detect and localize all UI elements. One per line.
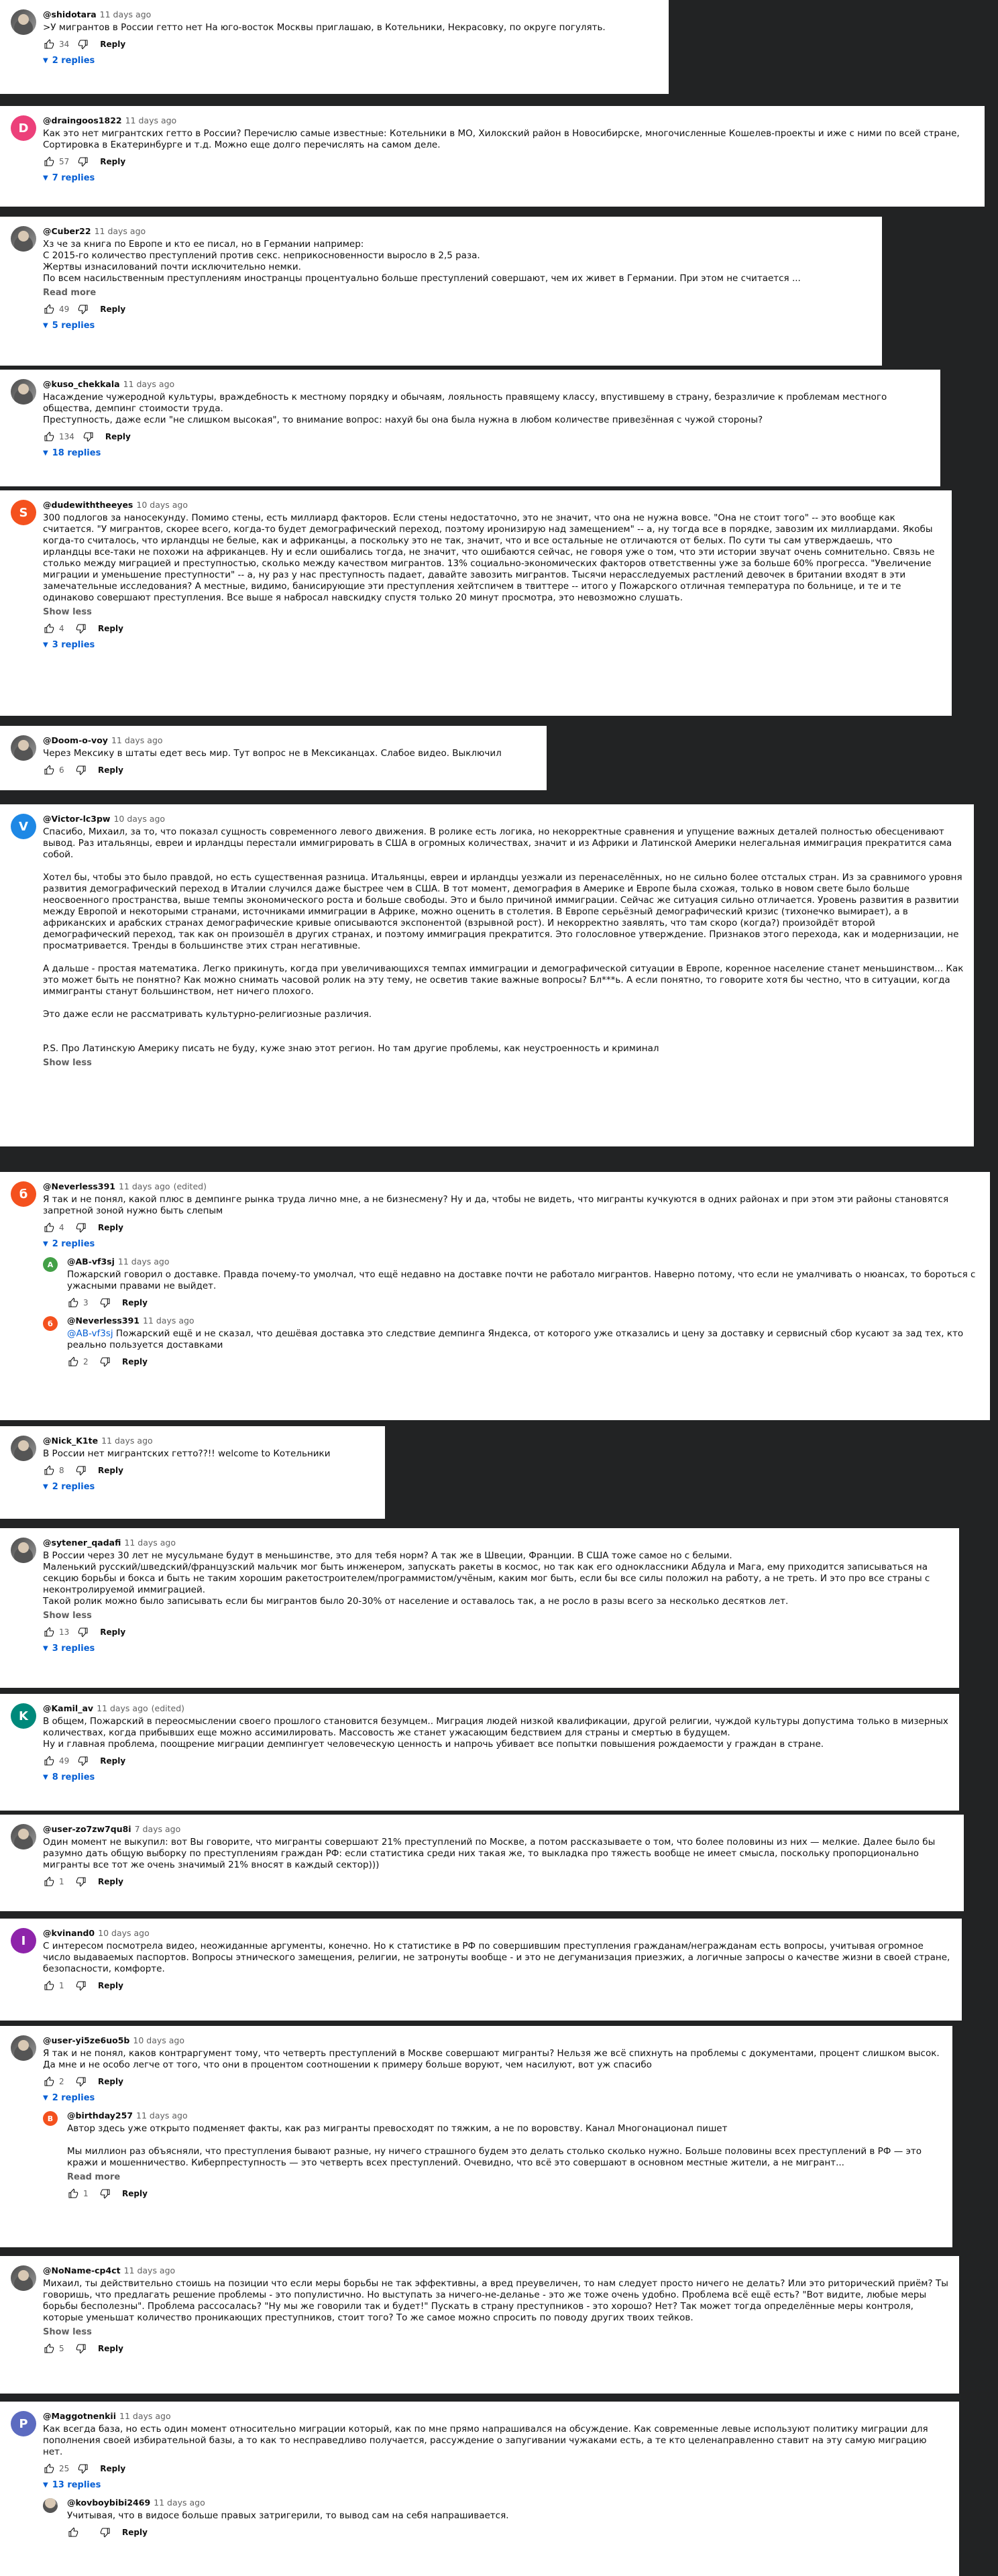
reply-header (67, 2497, 949, 2509)
comment-header (43, 1537, 949, 1549)
comment-card (0, 1528, 959, 1688)
chevron-down-icon: ▼ (43, 2094, 48, 2102)
avatar[interactable] (11, 2035, 36, 2061)
like-count: 49 (59, 1756, 70, 1766)
replies-toggle[interactable] (43, 2092, 942, 2104)
comment-text: >У мигрантов в России гетто нет На юго-восток Москвы приглашаю, в Котельники, Некрасовку, по округе погулять. (43, 22, 606, 33)
like-count: 2 (59, 2077, 64, 2086)
comment-author[interactable]: @kvinand0 (43, 1928, 95, 1938)
replies-count: 2 replies (52, 56, 95, 66)
chevron-down-icon: ▼ (43, 57, 48, 64)
replies-count: 13 replies (52, 2480, 101, 2490)
chevron-down-icon: ▼ (43, 1645, 48, 1652)
replies-toggle[interactable] (43, 320, 872, 332)
comment-actions (43, 1221, 980, 1234)
like-count: 6 (59, 765, 64, 775)
comment-author[interactable]: @Kamil_av (43, 1703, 94, 1713)
comment-text: Как всегда база, но есть один момент относительно миграции который, как по мне прямо напрашивался на обсуждение. Как современные левые используют политику миграции для пополнения своей избирательной базы, а то как то несправедливо получается, рассуждение о запугивании чужаками есть, а те кто целенаправленно ставит на эту самую миграцию нет. (43, 2424, 928, 2457)
comment-time[interactable]: 7 days ago (134, 1824, 181, 1834)
comment-author[interactable]: @user-zo7zw7qu8i (43, 1824, 131, 1834)
reply-button[interactable]: Reply (122, 2189, 148, 2198)
comment-actions (43, 1754, 949, 1768)
comment-card (0, 1919, 962, 2021)
comment-author[interactable]: @dudewiththeeyes (43, 500, 133, 510)
reply-time[interactable]: 11 days ago (136, 2110, 188, 2121)
comment-text: Как это нет мигрантских гетто в России? Перечислю самые известные: Котельники в МО, Хилокский район в Новосибирске, многочисленные Кошелев-проекты и иже с ними по всей стране, Сортировка в Екатеринбурге и т.д. Можно еще долго перечислять на самом деле. (43, 128, 960, 150)
expand-toggle[interactable]: Read more (43, 288, 97, 298)
comment-author[interactable]: @user-yi5ze6uo5b (43, 2035, 130, 2045)
comment-card (0, 0, 669, 94)
like-icon[interactable] (43, 1222, 55, 1234)
avatar[interactable]: P (11, 2411, 36, 2436)
reply-button[interactable]: Reply (122, 1357, 148, 1366)
comment-header (43, 2265, 949, 2277)
like-count: 49 (59, 305, 70, 314)
comment-actions (43, 2462, 949, 2475)
comment-author[interactable]: @Cuber22 (43, 226, 91, 236)
replies-count: 2 replies (52, 2093, 95, 2103)
reply-button[interactable]: Reply (98, 1877, 123, 1886)
replies-count: 8 replies (52, 1772, 95, 1782)
avatar[interactable] (11, 735, 36, 761)
dislike-icon[interactable] (75, 2343, 87, 2355)
dislike-icon[interactable] (77, 2463, 89, 2475)
reply-item (43, 1315, 980, 1368)
like-icon[interactable] (43, 1464, 55, 1477)
avatar[interactable]: B (43, 2111, 58, 2126)
comment-author[interactable]: @Doom-o-voy (43, 735, 108, 745)
reply-item (43, 2497, 949, 2539)
avatar[interactable]: S (11, 500, 36, 525)
dislike-icon[interactable] (77, 1626, 89, 1638)
like-icon[interactable] (43, 623, 55, 635)
reply-button[interactable]: Reply (122, 2528, 148, 2537)
comment-author[interactable]: @kuso_chekkala (43, 379, 120, 389)
comment-card (0, 217, 882, 366)
reply-button[interactable]: Reply (98, 765, 123, 775)
comment-author[interactable]: @NoName-cp4ct (43, 2265, 121, 2275)
comment-time[interactable]: 11 days ago (124, 1538, 176, 1548)
comment-time[interactable]: 10 days ago (98, 1928, 150, 1938)
comment-actions (67, 2187, 942, 2200)
mention-link[interactable]: @AB-vf3sj (67, 1328, 113, 1339)
dislike-icon[interactable] (77, 303, 89, 315)
reply-button[interactable]: Reply (98, 1466, 123, 1475)
avatar[interactable] (11, 1538, 36, 1563)
like-icon[interactable] (43, 156, 55, 168)
like-count: 1 (59, 1877, 64, 1886)
reply-button[interactable]: Reply (98, 1223, 123, 1232)
comment-text: Один момент не выкупил: вот Вы говорите, что мигранты совершают 21% преступлений по Москве, а потом рассказываете о том, что более половины из них — мелкие. Далее было бы разумно дать общую выборку по преступлениям граждан РФ: если статистика среди них такая же, то выкладка про тяжесть вообще не имеет смысла, поскольку пропорционально мигранты все тот же очень значимый 21% вносят в каждый сектор))) (43, 1837, 936, 1870)
avatar[interactable] (11, 379, 36, 405)
comment-header (43, 735, 537, 747)
reply-body: Учитывая, что в видосе больше правых затригерили, то вывод сам на себя напрашивается. (67, 2510, 509, 2521)
like-icon[interactable] (43, 2463, 55, 2475)
reply-time[interactable]: 11 days ago (154, 2498, 205, 2508)
comment-author[interactable]: @draingoos1822 (43, 115, 122, 125)
reply-time[interactable]: 11 days ago (117, 1256, 170, 1267)
avatar[interactable]: б (11, 1181, 36, 1207)
chevron-down-icon: ▼ (43, 1483, 48, 1491)
comment-time[interactable]: 11 days ago (94, 226, 146, 236)
like-count: 134 (59, 432, 74, 441)
replies-count: 5 replies (52, 321, 95, 331)
dislike-icon[interactable] (77, 156, 89, 168)
reply-author[interactable]: @kovboybibi2469 (67, 2498, 151, 2508)
like-count: 3 (83, 1298, 89, 1307)
comment-time[interactable]: 11 days ago (101, 1436, 153, 1446)
comment-time[interactable]: 11 days ago (119, 2411, 171, 2421)
comment-card (0, 804, 974, 1146)
comment-card (0, 2256, 959, 2394)
replies-toggle[interactable] (43, 1643, 949, 1655)
like-icon[interactable] (43, 1980, 55, 1992)
dislike-icon[interactable] (75, 1876, 87, 1888)
comment-actions (43, 2075, 942, 2088)
dislike-icon[interactable] (99, 1356, 111, 1368)
like-icon[interactable] (43, 1755, 55, 1767)
replies-toggle[interactable] (43, 2479, 949, 2491)
reply-button[interactable]: Reply (98, 2077, 123, 2086)
comment-time[interactable]: 10 days ago (113, 814, 166, 824)
comment-card (0, 490, 952, 716)
avatar[interactable]: A (43, 1257, 58, 1272)
replies-count: 18 replies (52, 448, 101, 458)
replies-toggle[interactable] (43, 55, 659, 67)
reply-button[interactable]: Reply (122, 1298, 148, 1307)
comment-card (0, 1815, 964, 1911)
comment-text: Хз че за книга по Европе и кто ее писал, но в Германии например: С 2015-го количество преступлений против секс. неприкосновенности выросло в 2,5 раза. Жертвы изнасилований почти исключительно немки. По всем насильственным преступлениям иностранцы процентуально больше преступлений совершают, чем их живет в Германии. При этом не считается ... (43, 239, 801, 284)
dislike-icon[interactable] (75, 1464, 87, 1477)
dislike-icon[interactable] (75, 764, 87, 776)
like-icon[interactable] (43, 2343, 55, 2355)
reply-header (67, 2110, 942, 2122)
comment-header (43, 1181, 980, 1193)
reply-header (67, 1315, 980, 1327)
replies-count: 7 replies (52, 173, 95, 183)
like-icon[interactable] (43, 764, 55, 776)
like-icon[interactable] (43, 38, 55, 50)
replies-toggle[interactable] (43, 1238, 980, 1250)
replies-toggle[interactable] (43, 1772, 949, 1784)
reply-body: Автор здесь уже открыто подменяет факты, как раз мигранты превосходят по тяжким, а не по воровству. Канал Многонационал пишет Мы миллион раз объясняли, что преступления бывают разные, ну ничего страшного будем это делать столько сколько нужно. Больше половины всех преступлений в РФ — это кражи и мошенничество. Киберпреступность — это четверть всех преступлений. Очевидно, что всё это совершают в основном местные жители, а не мигрант... (67, 2123, 922, 2168)
like-count: 13 (59, 1627, 70, 1637)
comment-author[interactable]: @shidotara (43, 9, 97, 19)
like-count: 4 (59, 624, 64, 633)
comment-actions (67, 1355, 980, 1368)
comment-actions (43, 155, 975, 168)
chevron-down-icon: ▼ (43, 1240, 48, 1248)
chevron-down-icon: ▼ (43, 2481, 48, 2489)
expand-toggle[interactable]: Show less (43, 2327, 92, 2337)
comment-header (43, 9, 659, 21)
expand-toggle[interactable]: Show less (43, 1611, 92, 1621)
avatar[interactable] (11, 226, 36, 252)
reply-button[interactable]: Reply (100, 1627, 126, 1637)
comment-card (0, 2026, 952, 2247)
comment-author[interactable]: @Victor-lc3pw (43, 814, 111, 824)
comment-text: Михаил, ты действительно стоишь на позиции что если меры борьбы не так эффективны, а вред преувеличен, то нам следует просто ничего не делать? Или это риторический приём? Ты говоришь, что предлагать решение проблемы - это популистично. Но выступать за ничего-не-деланье - это же тоже очень удобно. Проблема всё ещё есть? "Вот видите, любые меры борьбы бесполезны". Проблема рассосалась? "Ну мы же говорили так и будет!" Пускать в страну преступников - это хорошо? Нет? Так может тогда определённые меры контроля, которые уменьшат количество проникающих преступников, стоит того? То же самое можно спросить по поводу других твоих тейков. (43, 2278, 948, 2323)
reply-button[interactable]: Reply (98, 624, 123, 633)
replies-toggle[interactable] (43, 1481, 375, 1493)
reply-text (67, 1328, 980, 1351)
comment-text: С интересом посмотрела видео, неожиданные аргументы, конечно. Но к статистике в РФ по совершившим преступления гражданам/неграждaнам есть вопросы, учитывая огромное число выдаваемых паспортов. Вопросы этнического замещения, религии, не затронуты вообще - и это не дегуманизация приезжих, а логичные запросы о качестве жизни в своей стране, безопасности, комфорте. (43, 1941, 950, 1974)
like-icon[interactable] (43, 431, 55, 443)
like-icon[interactable] (43, 1626, 55, 1638)
dislike-icon[interactable] (77, 1755, 89, 1767)
comment-header (43, 2410, 949, 2422)
reply-button[interactable]: Reply (98, 1981, 123, 1990)
comment-header (43, 115, 975, 127)
like-icon[interactable] (67, 1356, 79, 1368)
reply-item (43, 2110, 942, 2200)
replies-toggle[interactable] (43, 447, 930, 460)
comment-header (43, 1927, 952, 1939)
like-count: 4 (59, 1223, 64, 1232)
replies-count: 3 replies (52, 640, 95, 650)
expand-toggle[interactable]: Read more (67, 2172, 121, 2182)
comment-card (0, 1172, 990, 1420)
comment-text: В России через 30 лет не мусульмане будут в меньшинстве, это для тебя норм? А так же в Швеции, Франции. В США тоже самое но с белыми. Маленький русский/шведский/французский мальчик мог быть инженером, запускать ракеты в космос, но так как его одноклассники Абдула и Мага, ему приходится записываться на секцию борьбы и бокса и быть не таким хорошим ракетостроителем/программистом/учёным, каким мог быть, если бы все силы положил на работу, а не треть. И это про все страны с неконтролируемой иммиграцией. Такой ролик можно было записывать если бы мигрантов было 20-30% от население и оставалось так, а не росло в разы всего за несколько десятков лет. (43, 1550, 930, 1607)
chevron-down-icon: ▼ (43, 322, 48, 329)
comment-text: Через Мексику в штаты едет весь мир. Тут вопрос не в Мексиканцах. Слабое видео. Выключил (43, 748, 502, 759)
comment-actions (67, 1296, 980, 1309)
comment-time[interactable]: 11 days ago (118, 1181, 170, 1191)
like-count: 1 (83, 2189, 89, 2198)
comment-actions (43, 430, 930, 443)
like-icon[interactable] (43, 2076, 55, 2088)
comment-time[interactable]: 11 days ago (97, 1703, 148, 1713)
avatar[interactable] (11, 9, 36, 35)
like-icon[interactable] (67, 1297, 79, 1309)
like-count: 2 (83, 1357, 89, 1366)
comment-time[interactable]: 10 days ago (133, 2035, 184, 2045)
like-icon[interactable] (43, 303, 55, 315)
reply-author[interactable]: @Neverless391 (67, 1316, 140, 1326)
expand-toggle[interactable]: Show less (43, 607, 92, 617)
comment-card (0, 1426, 385, 1519)
comment-author[interactable]: @Neverless391 (43, 1181, 115, 1191)
comment-time[interactable]: 11 days ago (123, 379, 175, 389)
comment-author[interactable]: @Maggotnenkii (43, 2411, 116, 2421)
reply-button[interactable]: Reply (100, 305, 126, 314)
comment-time[interactable]: 11 days ago (111, 735, 163, 745)
chevron-down-icon: ▼ (43, 641, 48, 649)
comment-actions (43, 1464, 375, 1477)
comment-actions (67, 2526, 949, 2539)
comment-actions (43, 763, 537, 777)
reply-button[interactable]: Reply (100, 157, 126, 166)
dislike-icon[interactable] (75, 2076, 87, 2088)
comment-header (43, 1703, 949, 1715)
reply-time[interactable]: 11 days ago (142, 1316, 195, 1326)
comment-text: В общем, Пожарский в переосмыслении своего прошлого становится безумцем.. Миграция людей низкой квалификации, другой религии, чуждой культуры допустима только в мизерных количествах, когда прибывших еще можно ассимилировать. Массовость же станет ужасающим бедствием для страны и смертью в будущем. Ну и главная проблема, поощрение миграции демпингует человеческую ценность и напрочь убивает все попытки повышения рождаемости у граждан в стране. (43, 1716, 948, 1750)
comment-actions (43, 303, 872, 316)
replies-toggle[interactable] (43, 639, 942, 651)
like-count: 25 (59, 2464, 70, 2473)
comment-author[interactable]: @Nick_K1te (43, 1436, 99, 1446)
comment-header (43, 499, 942, 511)
dislike-icon[interactable] (75, 1222, 87, 1234)
reply-body: Пожарский говорил о доставке. Правда почему-то умолчал, что ещё недавно на доставке почти не работало мигрантов. Наверно потому, что если не умалчивать о нюансах, то бороться с ужасными правами не выйдет. (67, 1269, 976, 1291)
reply-body: Пожарский ещё и не сказал, что дешёвая доставка это следствие демпинга Яндекса, от которого уже отказались и цену за доставку и сервисный сбор кусают за зад тех, кто реально пользуется доставками (67, 1328, 964, 1350)
replies-count: 2 replies (52, 1482, 95, 1492)
reply-author[interactable]: @AB-vf3sj (67, 1256, 115, 1267)
replies-count: 3 replies (52, 1644, 95, 1654)
reply-text (67, 1269, 980, 1292)
comment-actions (43, 1979, 952, 1992)
avatar[interactable]: I (11, 1928, 36, 1953)
comment-time[interactable]: 11 days ago (123, 2265, 176, 2275)
like-icon[interactable] (43, 1876, 55, 1888)
comment-header (43, 2035, 942, 2047)
comment-card (0, 726, 547, 790)
dislike-icon[interactable] (77, 38, 89, 50)
comment-text: 300 подлогов за наносекунду. Помимо стены, есть миллиард факторов. Если стены недостаточно, это не значит, что она не нужна вовсе. "Она не стоит того" -- это вообще как считается. "У мигрантов, скорее всего, когда-то будет демографический переход, поэтому иронизирую над замещением" -- а, ну тогда все в порядке, завозим их миллиардами. Якобы когда-то считалось, что ирландцы не белые, как и африканцы, а поскольку это не так, значит, что и все остальные не отличаются от белых. По сути ты сам утверждаешь, что ирландцы все-таки не похожи на африканцев. Ну и если ошибались тогда, не значит, что ошибаются сейчас, не говоря уже о том, что эти истории звучат очень сомнительно. Связь не столько между миграцией и преступностью, сколько между качеством мигрантов. 13% социально-экономических факторов ответственны уже за больше 60% прогресса. "Увеличение миграции и уменьшение преступности" -- а, ну раз у нас преступность падает, давайте завозить мигрантов. Тысячи нерасследуемых растлений девочек в британии входят в эти замечательные исследования? А местные, видимо, банисирующие эти преступления хейтспичем в твиттере -- итого у Пожарского отличная температура по больнице, и те и те одинаково совершают преступления. Все выше я набросал навскидку спустя только 20 минут просмотра, это невозможно слушать. (43, 513, 935, 603)
like-icon[interactable] (67, 2188, 79, 2200)
avatar[interactable] (43, 2498, 58, 2513)
avatar[interactable]: б (43, 1316, 58, 1331)
comment-text: В России нет мигрантских гетто??!! welcome to Котельники (43, 1448, 331, 1459)
comment-actions (43, 38, 659, 51)
reply-button[interactable]: Reply (98, 2344, 123, 2353)
dislike-icon[interactable] (82, 431, 95, 443)
reply-button[interactable]: Reply (100, 2464, 126, 2473)
avatar[interactable] (11, 2265, 36, 2291)
comment-text: Насаждение чужеродной культуры, враждебность к местному порядку и обычаям, лояльность правящему классу, впустившему в страну, безразличие к проблемам местного общества, демпинг стоимости труда. Преступность, даже если "не слишком высокая", то внимание вопрос: нахуй бы она была нужна в любом количестве привезённая с чужой стороны? (43, 392, 887, 425)
reply-item (43, 1256, 980, 1309)
comment-actions (43, 2342, 949, 2355)
comment-time[interactable]: 10 days ago (136, 500, 188, 510)
replies-toggle[interactable] (43, 172, 975, 184)
comment-text: Я так и не понял, какой плюс в демпинге рынка труда лично мне, а не бизнесмену? Ну и да, чтобы не видеть, что мигранты кучкуются в одних районах и при этом эти районы становятся запретной зоной нужно быть слепым (43, 1194, 949, 1216)
expand-toggle[interactable]: Show less (43, 1058, 92, 1068)
avatar[interactable] (11, 1824, 36, 1849)
reply-button[interactable]: Reply (105, 432, 131, 441)
avatar[interactable] (11, 1436, 36, 1461)
edited-label: (edited) (173, 1181, 207, 1191)
reply-header (67, 1256, 980, 1268)
like-count: 5 (59, 2344, 64, 2353)
comment-actions (43, 1625, 949, 1639)
reply-button[interactable]: Reply (100, 1756, 126, 1766)
comment-actions (43, 622, 942, 635)
comment-header (43, 225, 872, 237)
avatar[interactable]: D (11, 115, 36, 141)
dislike-icon[interactable] (99, 1297, 111, 1309)
like-count: 8 (59, 1466, 64, 1475)
comment-header (43, 813, 964, 825)
avatar[interactable]: V (11, 814, 36, 839)
like-count: 34 (59, 40, 70, 49)
dislike-icon[interactable] (75, 623, 87, 635)
comment-header (43, 378, 930, 390)
comment-header (43, 1435, 375, 1447)
comment-card (0, 2402, 959, 2576)
comment-actions (43, 1875, 954, 1888)
replies-count: 2 replies (52, 1239, 95, 1249)
comment-author[interactable]: @sytener_qadafi (43, 1538, 121, 1548)
like-icon[interactable] (67, 2526, 79, 2538)
reply-text (67, 2123, 942, 2169)
edited-label: (edited) (151, 1703, 185, 1713)
comment-card (0, 106, 985, 207)
comment-card (0, 1694, 959, 1811)
reply-text (67, 2510, 949, 2522)
chevron-down-icon: ▼ (43, 449, 48, 457)
like-count: 1 (59, 1981, 64, 1990)
comment-card (0, 370, 940, 486)
comment-text: Спасибо, Михаил, за то, что показал сущность современного левого движения. В ролике есть логика, но некорректные сравнения и упущение важных деталей полностью обесценивают вывод. Раз итальянцы, евреи и ирландцы перестали иммигрировать в США в огромных количествах, значит и из Африки и Латинской Америки нелегальная иммиграция прекратится сама собой. Хотел бы, чтобы это было правдой, но есть существенная разница. Итальянцы, евреи и ирландцы уезжали из перенаселённых, но не сильно более отсталых стран. Из за сравнимого уровня развития демографический переход в Италии случился даже быстрее чем в США. В тот момент, демография в Америке и Европе была схожая, только в новом свете было больше неосвоенного пространства, выше темпы экономического роста и больше свободы. Это и было причиной иммиграции. Сейчас же ситуация сильно отличается. Уровень развития в развитии между Европой и некоторыми странами, источниками иммиграции в Африке, можно оценить в столетия. В Европе серьёзный демографический кризис (тихонечко вымирает), а в африканских и арабских странах демографические кривые описываются экспонентой (взрывной рост). И некорректно заявлять, что там скоро (когда?) произойдёт второй демографический переход, так как он произошёл в других странах, и поэтому иммиграция прекратится. Это голословное утверждение. Признаков этого перехода, как и модернизации, не просматривается. Тренды в большинстве этих стран негативные. А дальше - простая математика. Легко прикинуть, когда при увеличивающихся темпах иммиграции и демографической ситуации в Европе, коренное население станет меньшинством... Как это может быть не понятно? Как можно снимать часовой ролик на эту тему, не осветив такие важные вопросы? Бл***ь. А если понятно, то говорите хотя бы честно, что в ситуации, когда иммигранты станут большинством, нет ничего плохого. Это даже если не рассматривать культурно-религиозные различия. P.S. Про Латинскую Америку писать не буду, куже знаю этот регион. Но там другие проблемы, как неустроенность и криминал (43, 826, 964, 1054)
comment-header (43, 1823, 954, 1835)
reply-button[interactable]: Reply (100, 40, 126, 49)
comment-time[interactable]: 11 days ago (125, 115, 177, 125)
chevron-down-icon: ▼ (43, 1774, 48, 1781)
dislike-icon[interactable] (75, 1980, 87, 1992)
like-count: 57 (59, 157, 70, 166)
avatar[interactable]: K (11, 1703, 36, 1729)
comment-text: Я так и не понял, каков контраргумент тому, что четверть преступлений в Москве совершают мигранты? Нельзя же всё спихнуть на проблемы с документами, процент слишком высок. Да мне и не особо легче от того, что они в процентом соотношении к примеру больше воруют, чем насилуют, вот уж спасибо (43, 2048, 940, 2070)
dislike-icon[interactable] (99, 2526, 111, 2538)
comment-time[interactable]: 11 days ago (99, 9, 152, 19)
reply-author[interactable]: @birthday257 (67, 2110, 133, 2121)
chevron-down-icon: ▼ (43, 174, 48, 182)
dislike-icon[interactable] (99, 2188, 111, 2200)
